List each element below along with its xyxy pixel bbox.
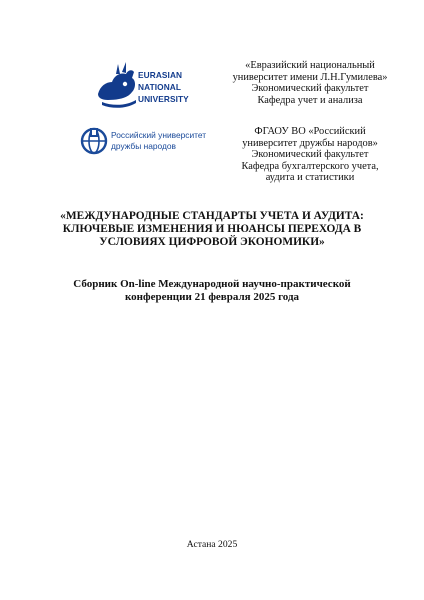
document-subtitle bbox=[30, 278, 394, 304]
subtitle-line: конференции 21 февраля 2025 года bbox=[124, 291, 300, 303]
organizer-2-line: Экономический факультет bbox=[251, 149, 369, 161]
rudn-logo-line-2: дружбы народов bbox=[111, 141, 176, 151]
enu-logo-line-2: NATIONAL bbox=[138, 82, 182, 92]
enu-logo-line-3: UNIVERSITY bbox=[138, 94, 189, 104]
organizer-2-line: университет дружбы народов» bbox=[242, 137, 378, 149]
subtitle-line: Сборник On-line Международной научно-практической bbox=[73, 278, 351, 290]
organizer-2-line: ФГАОУ ВО «Российский bbox=[254, 126, 366, 137]
title-line: КЛЮЧЕВЫЕ ИЗМЕНЕНИЯ И НЮАНСЫ ПЕРЕХОДА В bbox=[62, 222, 362, 235]
organizer-1-line: университет имени Л.Н.Гумилева» bbox=[232, 71, 388, 83]
organizer-1-block bbox=[210, 60, 410, 106]
organizer-1-line: Кафедра учет и анализа bbox=[257, 94, 363, 106]
enu-logo bbox=[92, 60, 200, 110]
enu-emblem-icon bbox=[98, 62, 136, 108]
organizer-1-line: Экономический факультет bbox=[251, 83, 369, 95]
document-title bbox=[30, 210, 394, 248]
title-line: «МЕЖДУНАРОДНЫЕ СТАНДАРТЫ УЧЕТА И АУДИТА: bbox=[60, 210, 364, 222]
title-line: УСЛОВИЯХ ЦИФРОВОЙ ЭКОНОМИКИ» bbox=[99, 235, 325, 248]
rudn-logo-line-1: Российский университет bbox=[111, 130, 207, 140]
rudn-logo bbox=[80, 124, 210, 158]
rudn-globe-icon bbox=[82, 128, 106, 153]
footer-place-year: Астана 2025 bbox=[186, 539, 238, 550]
organizer-2-line: аудита и статистики bbox=[265, 172, 355, 184]
organizer-1-line: «Евразийский национальный bbox=[245, 60, 375, 71]
organizer-2-block bbox=[210, 126, 410, 184]
organizer-2-line: Кафедра бухгалтерского учета, bbox=[241, 160, 379, 172]
enu-logo-line-1: EURASIAN bbox=[138, 70, 183, 80]
